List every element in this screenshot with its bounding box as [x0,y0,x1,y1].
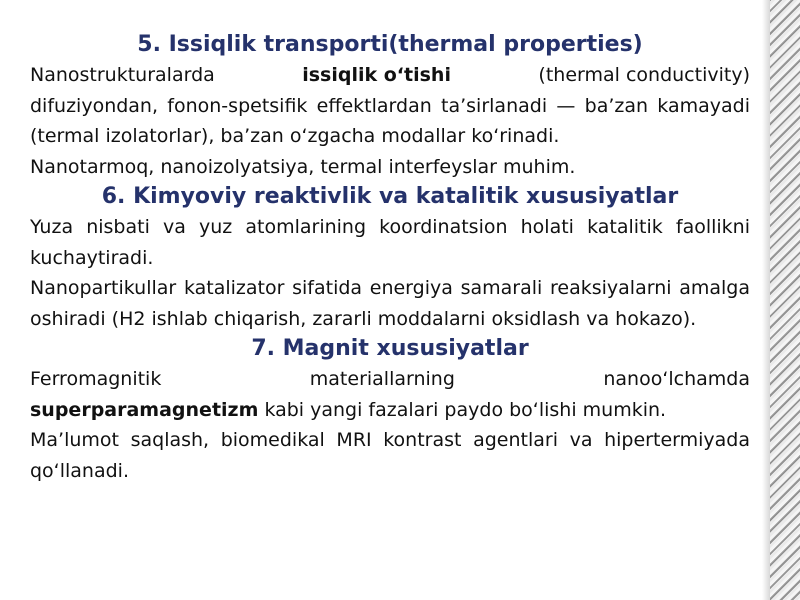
paragraph-thermal-rest: difuziyondan, fonon-spetsifik effektlardan ta’sirlanadi — ba’zan kamayadi (termal izolatorlar), ba’zan o‘zgacha modallar ko‘rinadi. [30,94,750,147]
text-segment: (thermal conductivity) [538,64,750,86]
section-heading-thermal: 5. Issiqlik transporti(thermal properties) [137,32,643,57]
paragraph-magnetic-rest [30,395,750,426]
text-segment: Ferromagnitik [30,368,162,390]
text-segment: Nanostrukturalarda [30,64,215,86]
bold-term-superparamagnetism: superparamagnetizm [30,398,259,421]
decorative-edge-shadow [762,0,770,600]
paragraph-magnetic-2: Ma’lumot saqlash, biomedikal MRI kontrast agentlari va hipertermiyada qo‘llanadi. [30,429,750,482]
paragraph-thermal-line1 [30,60,750,91]
paragraph-chemical-1: Yuza nisbati va yuz atomlarining koordinatsion holati katalitik faollikni kuchaytiradi. [30,216,750,269]
text-segment: nanoo‘lchamda [603,368,750,390]
paragraph-chemical-2: Nanopartikullar katalizator sifatida energiya samarali reaksiyalarni amalga oshiradi (H2 ishlab chiqarish, zararli moddalarni oksidlash va hokazo). [30,277,750,330]
section-heading-magnetic: 7. Magnit xususiyatlar [251,336,529,361]
paragraph-magnetic-line1 [30,364,750,395]
slide-content [30,30,750,486]
section-heading-chemical: 6. Kimyoviy reaktivlik va katalitik xususiyatlar [101,184,679,209]
bold-term-heat-transfer: issiqlik o‘tishi [302,64,451,86]
text-segment: materiallarning [309,368,455,390]
paragraph-thermal-2: Nanotarmoq, nanoizolyatsiya, termal interfeyslar muhim. [30,155,576,178]
text-segment: kabi yangi fazalari paydo bo‘lishi mumkin. [264,398,667,421]
